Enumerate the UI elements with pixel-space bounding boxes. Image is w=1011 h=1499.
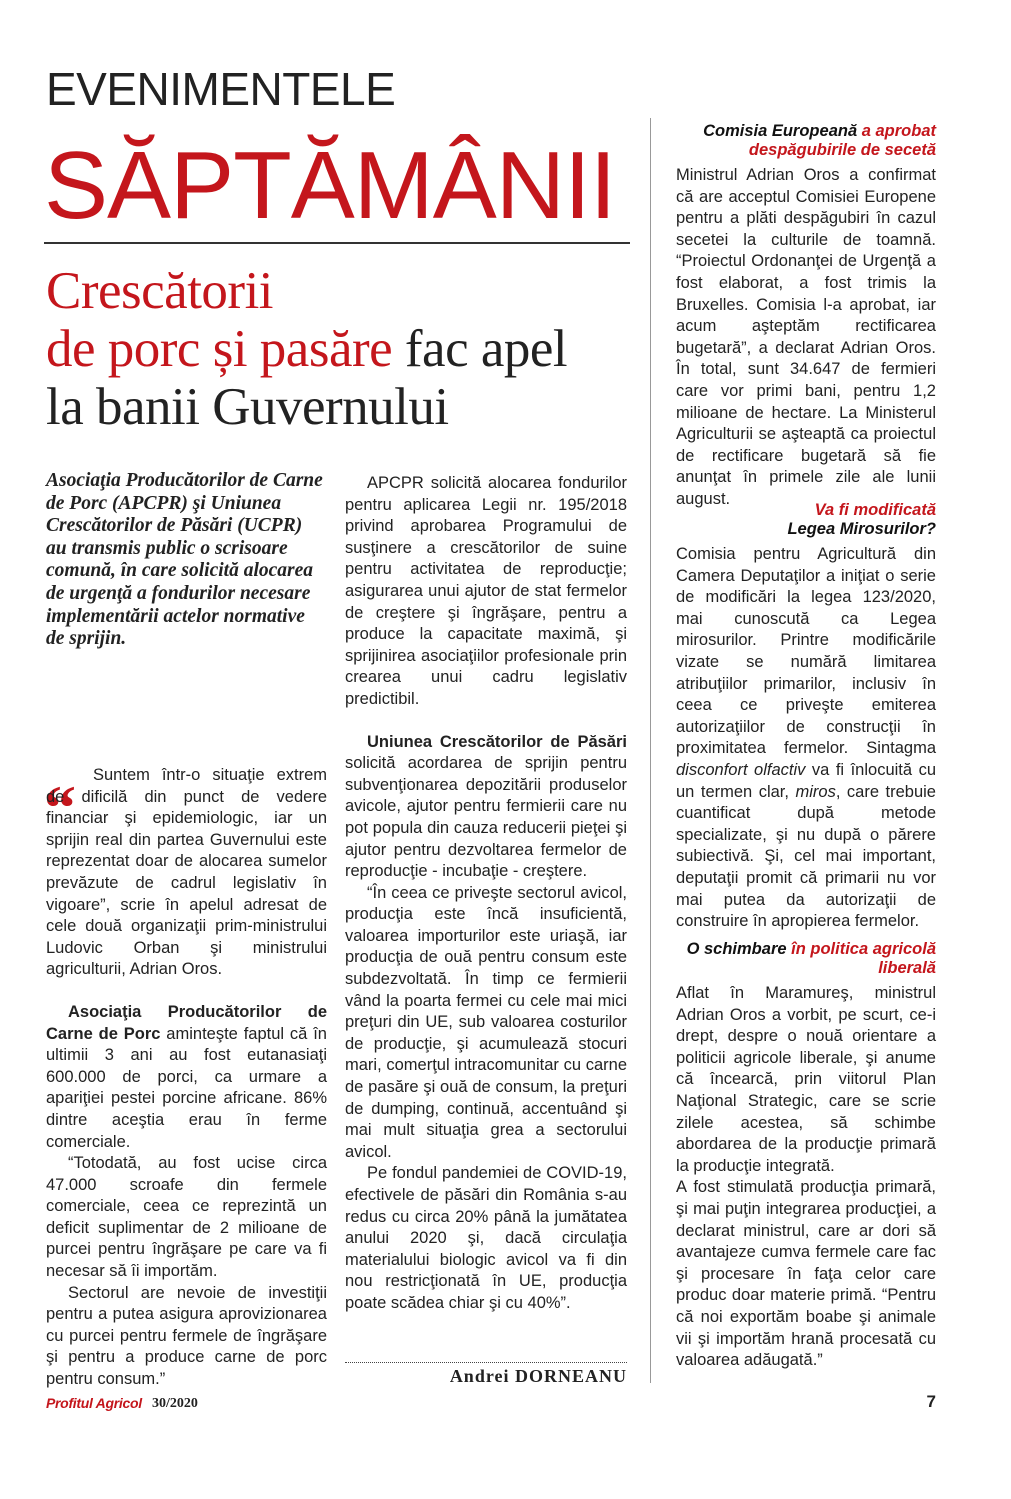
paragraph-lead: Uniunea Crescătorilor de Păsări (367, 732, 627, 751)
sidebar-text: va fi înlocuită cu un termen clar, (676, 760, 936, 801)
publication-brand: Profitul Agricol (46, 1395, 142, 1411)
paragraph: Pe fondul pandemiei de COVID-19, efectivele de păsări din România s-au redus cu circa 20% până la jumătatea anului 2020 şi, dacă circulaţia materialului biologic avicol va fi din nou restricţionată în UE, producţia poate scădea chiar şi cu 40%”. (345, 1164, 627, 1312)
heading-accent: Va fi modificată (814, 501, 936, 519)
column-divider (650, 118, 651, 1383)
sidebar-heading-1 (676, 122, 936, 160)
sidebar-heading-3 (676, 940, 936, 978)
pull-quote: Suntem într-o situaţie extrem de dificilă din punct de vedere financiar şi epidemiologic, iar un sprijin real din partea Guvernului este reprezentat doar de alocarea sumelor prevăzute de cadrul legislativ în vigoare”, scrie în apelul adresat de cele două organizaţii prim-ministrului Ludovic Orban şi ministrului agriculturii, Adrian Oros. (46, 766, 327, 979)
paragraph: Aflat în Maramureş, ministrul Adrian Oros a vorbit, pe scurt, ce-i drept, despre o nouă orientare a politicii agricole liberale, şi anume că încearcă, prin viitorul Plan Naţional Strategic, care se scrie zilele acestea, să schimbe abordarea de la producţie primară la producţie integrată. (676, 984, 936, 1175)
sidebar-body-1: Ministrul Adrian Oros a confirmat că are acceptul Comisiei Europene pentru a plăti despăgubiri în cazul secetei la culturile de toamnă. “Proiectul Ordonanţei de Urgenţă a fost elaborat, a fost trimis la Bruxelles. Comisia l-a aprobat, iar acum aşteptăm rectificarea bugetară”, a declarat Adrian Oros. În total, sunt 34.647 de fermieri care vor primi bani, pentru 1,2 milioane de hectare. La Ministerul Agriculturii se aşteaptă ca proiectul de rectificare bugetară să fie anunţat în primele zile ale lunii august. (676, 166, 936, 508)
author-byline: Andrei DORNEANU (449, 1366, 627, 1386)
byline-rule (345, 1362, 627, 1363)
headline-black-line2: fac apel (392, 320, 568, 378)
section-kicker: EVENIMENTELE (46, 63, 396, 115)
paragraph: “Totodată, au fost ucise circa 47.000 scroafe din fermele comerciale, ceea ce reprezintă un deficit suplimentar de 2 milioane de purcei pentru îngrăşare pe care va fi necesar să îi importăm. (46, 1154, 327, 1281)
paragraph-lead: Asociaţia Producătorilor de Carne de Porc (46, 1002, 327, 1043)
article-intro: Asociaţia Producătorilor de Carne de Porc (APCPR) şi Uniunea Crescătorilor de Păsări (UCPR) au transmis public o scrisoare comună, în care solicită alocarea de urgenţă a fondurilor necesare implementării actelor normative de sprijin. (46, 470, 323, 650)
article-headline (46, 262, 636, 436)
paragraph: A fost stimulată producţia primară, şi mai puţin integrarea producţiei, a declarat ministrul, care ar dori să avantajeze cumva fermele care fac şi procesare în faţa celor care produc doar materie primă. “Pentru că noi exportăm boabe şi animale vii şi importăm hrană procesată cu valoarea adăugată.” (676, 1178, 936, 1370)
sidebar-emphasis: miros (795, 782, 836, 801)
heading-text: Comisia Europeană (703, 122, 862, 140)
headline-red-line2: de porc și pasăre (46, 320, 393, 378)
paragraph: APCPR solicită alocarea fondurilor pentru aplicarea Legii nr. 195/2018 privind aprobarea Programului de susţinere a crescătorilor de suine pentru activitatea de reproducţie; asigurarea unui ajutor de stat fermelor de creştere şi îngrăşare, pentru a produce la capacitate maximă, şi sprijinirea asociaţiilor profesionale prin crearea unui cadru legislativ predictibil. (345, 474, 627, 708)
sidebar-text: Comisia pentru Agricultură din Camera Deputaţilor a iniţiat o serie de modificări la legea 123/2020, mai cunoscută ca Legea mirosurilor. Printre modificările vizate se numără limitarea atribuţiilor primarilor, inclusiv în ceea ce priveşte emiterea autorizaţiilor de construcţii în proximitatea fermelor. Sintagma (676, 545, 936, 758)
title-rule (44, 242, 630, 244)
paragraph-text: aminteşte faptul că în ultimii 3 ani au fost eutanasiaţi 600.000 de porci, ca urmare a apariţiei pestei porcine africane. 86% dintre aceştia erau în ferme comerciale. (46, 1024, 327, 1151)
paragraph-text: solicită acordarea de sprijin pentru subvenţionarea depozitării produselor avicole, ajutor pentru fermierii care nu pot popula din cauza reducerii pieţei şi ajutor pentru dezvoltarea fermelor de reproducţie - incubaţie - creştere. (345, 754, 627, 881)
sidebar-emphasis: disconfort olfactiv (676, 760, 806, 779)
article-column-1 (46, 765, 327, 1391)
issue-number: 30/2020 (152, 1396, 198, 1411)
quote-mark-icon: “ (44, 772, 76, 843)
headline-black-line3: la banii Guvernului (46, 378, 449, 436)
sidebar-body-3 (676, 983, 936, 1372)
headline-red-line1: Crescătorii (46, 262, 274, 320)
sidebar-text: , care trebuie cuantificat după metode specializate, şi nu după o părere subiectivă. Şi, cel mai important, deputaţii promit că primarii nu vor mai putea da autorizaţii de construire în apropierea fermelor. (676, 782, 936, 931)
page-number: 7 (926, 1392, 936, 1411)
section-title: SĂPTĂMÂNII (44, 132, 616, 239)
heading-accent: în politica agricolă liberală (791, 940, 936, 977)
sidebar-body-2 (676, 544, 936, 933)
article-column-2 (345, 473, 627, 1315)
paragraph: “În ceea ce priveşte sectorul avicol, producţia este încă insuficientă, valoarea importurilor este uriaşă, iar producţia de ouă pentru consum este subdezvoltată. În timp ce fermierii vând la poarta fermei cu cele mai mici preţuri din UE, sub valoarea costurilor de producţie, şi acumulează stocuri mari, comerţul intracomunitar cu carne de pasăre şi ouă de consum, la preţuri de dumping, continuă, accentuând şi mai mult situaţia grea a sectorului avicol. (345, 883, 627, 1161)
paragraph (46, 1002, 327, 1153)
paragraph (345, 732, 627, 883)
heading-text: O schimbare (686, 940, 792, 958)
paragraph: Sectorul are nevoie de investiţii pentru a putea asigura aprovizionarea cu purcei pentru fermele de îngrăşare şi pentru a produce carne de porc pentru consum.” (46, 1283, 327, 1389)
sidebar-heading-2 (676, 501, 936, 539)
heading-accent: a aprobat despăgubirile de secetă (748, 122, 936, 159)
heading-text: Legea Mirosurilor? (787, 520, 936, 538)
